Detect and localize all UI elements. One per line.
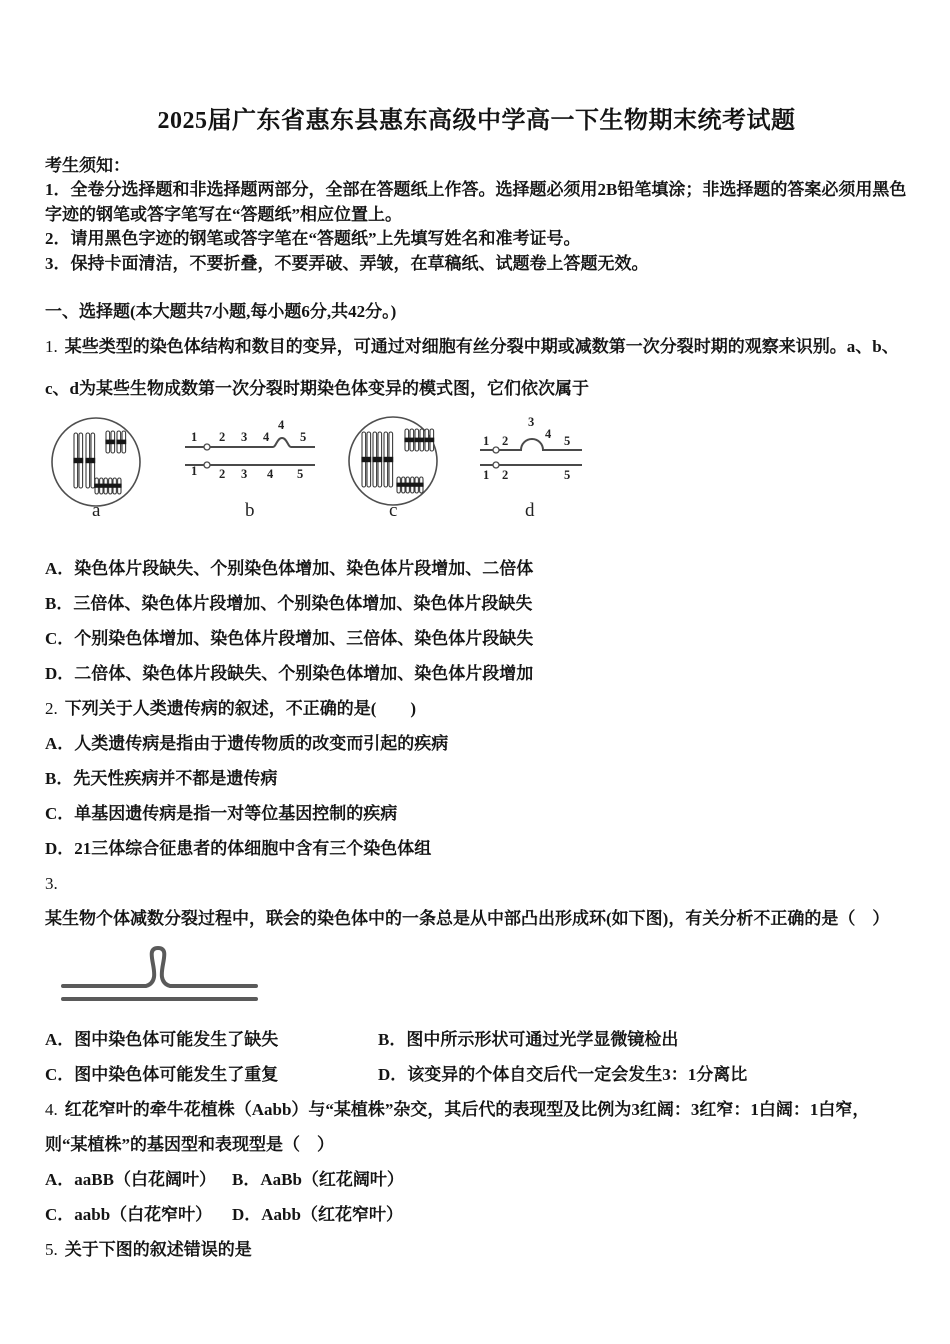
question-3-options-row-1 [45,1022,908,1057]
segment-label: 5 [297,467,304,481]
question-2-stem: 下列关于人类遗传病的叙述，不正确的是( ) [64,699,417,718]
question-4-stem-line [45,1092,908,1162]
segment-label: 1 [483,468,490,482]
segment-label: 2 [219,430,226,444]
segment-label: 1 [483,434,490,448]
long-chromosome-pair [73,433,95,488]
segment-label: 1 [191,430,198,444]
question-5-stem: 关于下图的叙述错误的是 [64,1240,252,1259]
tiny-chromosome-trio [94,478,121,494]
short-chromosome-trio [404,429,434,451]
long-chromosome-trio [361,432,393,487]
question-3-option-d: D．该变异的个体自交后代一定会发生3：1分离比 [378,1065,748,1084]
question-1-figure [47,414,908,519]
looped-chromosome-line [63,948,256,986]
question-4-options-row-2 [45,1197,908,1232]
segment-label: 4 [278,418,285,432]
question-3-option-a: A．图中染色体可能发生了缺失 [45,1030,279,1049]
segment-label: 4 [263,430,270,444]
figure-label-d: d [525,500,535,519]
segment-label: 1 [191,464,198,478]
question-3-option-b: B．图中所示形状可通过光学显微镜检出 [378,1030,679,1049]
question-4-option-a: A．aaBB（白花阔叶） [45,1170,216,1189]
question-3-stem: 某生物个体减数分裂过程中，联会的染色体中的一条总是从中部凸出形成环(如下图)，有关分析不正确的是（ ） [45,909,890,928]
question-4-options-row-1 [45,1162,908,1197]
figure-label-a: a [92,500,101,519]
segment-label: 4 [267,467,274,481]
short-chromosome-pair [105,431,126,453]
notice-item-3: 3．保持卡面清洁，不要折叠，不要弄破、弄皱，在草稿纸、试题卷上答题无效。 [45,253,649,273]
question-4-stem: 红花窄叶的牵牛花植株（Aabb）与“某植株”杂交，其后代的表现型及比例为3红阔：3红窄：1白阔：1白窄，则“某植株”的基因型和表现型是（ ） [45,1100,870,1154]
page-title: 2025届广东省惠东县惠东高级中学高一下生物期末统考试题 [157,108,796,134]
cell-diagram-c [344,414,444,519]
centromere-icon [204,444,210,450]
question-1-option-b: B．三倍体、染色体片段增加、个别染色体增加、染色体片段缺失 [45,594,533,613]
question-3-stem-line [45,866,908,936]
notice-heading: 考生须知： [45,156,130,175]
notice-item-1: 1．全卷分选择题和非选择题两部分，全部在答题纸上作答。选择题必须用2B铅笔填涂；非选择题的答案必须用黑色字迹的钢笔或答字笔写在“答题纸”相应位置上。 [45,180,907,224]
question-3-options-row-2 [45,1057,908,1092]
tiny-chromosome-trio [396,477,423,493]
segment-label: 3 [241,430,248,444]
segment-label: 5 [300,430,307,444]
question-1-option-d: D．二倍体、染色体片段缺失、个别染色体增加、染色体片段增加 [45,664,534,683]
section-heading: 一、选择题(本大题共7小题,每小题6分,共42分。) [45,302,397,321]
question-3-number: 3. [45,874,58,893]
chromosome-diagram-d [474,414,589,519]
question-1-number: 1. [45,337,58,356]
segment-label: 5 [564,434,571,448]
segment-label: 3 [241,467,248,481]
pairing-loop-diagram [51,942,271,1014]
chromosome-diagram-b [177,414,322,519]
question-1-option-c: C．个别染色体增加、染色体片段增加、三倍体、染色体片段缺失 [45,629,534,648]
segment-label: 2 [502,434,509,448]
question-5-stem-line [45,1232,908,1267]
question-4-number: 4. [45,1100,58,1119]
question-2-option-b: B．先天性疾病并不都是遗传病 [45,769,278,788]
segment-label: 5 [564,468,571,482]
question-5-number: 5. [45,1240,58,1259]
question-2-option-d: D．21三体综合征患者的体细胞中含有三个染色体组 [45,839,432,858]
segment-label: 3 [528,415,535,429]
segment-label: 4 [545,427,552,441]
segment-label: 2 [219,467,226,481]
centromere-icon [204,462,210,468]
segment-label: 2 [502,468,509,482]
question-2-number: 2. [45,699,58,718]
question-1-stem: 某些类型的染色体结构和数目的变异，可通过对细胞有丝分裂中期或减数第一次分裂时期的观察来识别。a、b、c、d为某些生物成数第一次分裂时期染色体变异的模式图，它们依次属于 [45,337,899,398]
question-2-option-a: A．人类遗传病是指由于遗传物质的改变而引起的疾病 [45,734,449,753]
figure-label-b: b [245,500,255,519]
question-4-option-d: D．Aabb（红花窄叶） [232,1205,403,1224]
figure-label-c: c [389,500,398,519]
centromere-icon [493,447,499,453]
question-3-option-c: C．图中染色体可能发生了重复 [45,1065,279,1084]
question-4-option-b: B．AaBb（红花阔叶） [232,1170,404,1189]
question-2-stem-line [45,691,908,726]
question-4-option-c: C．aabb（白花窄叶） [45,1205,213,1224]
notice-item-2: 2．请用黑色字迹的钢笔或答字笔在“答题纸”上先填写姓名和准考证号。 [45,229,581,248]
cell-diagram-a [47,414,147,519]
question-1-option-a: A．染色体片段缺失、个别染色体增加、染色体片段增加、二倍体 [45,559,534,578]
question-1-stem-line [45,326,908,410]
question-2-option-c: C．单基因遗传病是指一对等位基因控制的疾病 [45,804,398,823]
centromere-icon [493,462,499,468]
